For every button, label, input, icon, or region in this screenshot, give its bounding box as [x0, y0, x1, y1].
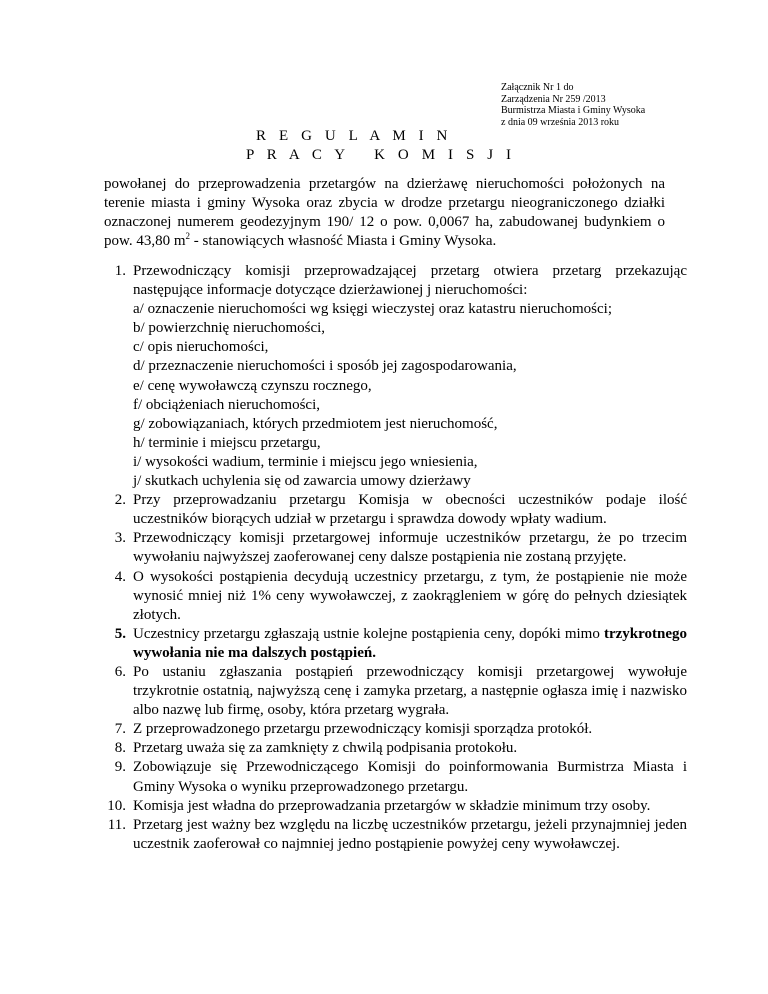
sub-item: j/ skutkach uchylenia się od zawarcia umowy dzierżawy [133, 473, 471, 490]
item-text: Przewodniczący komisji przetargowej informuje uczestników przetargu, że po trzecim wywołaniu najwyższej zaoferowanej ceny dalsze postąpienia nie zostaną przyjęte. [133, 530, 687, 566]
attachment-note-line: Zarządzenia Nr 259 /2013 [501, 93, 606, 105]
item-number: 10. [107, 797, 126, 814]
item-number: 3. [114, 530, 126, 547]
attachment-note-line: Burmistrza Miasta i Gminy Wysoka [501, 105, 646, 117]
item-text: Z przeprowadzonego przetargu przewodniczący komisji sporządza protokół. [133, 721, 593, 738]
sub-item: f/ obciążeniach nieruchomości, [133, 396, 321, 413]
item-number: 2. [114, 492, 126, 509]
item-text: Przy przeprowadzaniu przetargu Komisja w obecności uczestników podaje ilość uczestników biorących udział w przetargu i sprawdza dowody wpłaty wadium. [133, 492, 687, 528]
item-number: 5. [114, 625, 126, 642]
item-number: 7. [114, 721, 126, 738]
list-item [104, 262, 687, 491]
item-number: 8. [114, 740, 126, 757]
list-item [104, 758, 687, 796]
list-item [104, 491, 687, 529]
item-text: Zobowiązuje się Przewodniczącego Komisji do poinformowania Burmistrza Miasta i Gminy Wysoka o wyniku przeprowadzonego przetargu. [133, 759, 687, 795]
sub-item: e/ cenę wywoławczą czynszu rocznego, [133, 377, 372, 394]
list-item [104, 625, 687, 663]
item-text: Komisja jest władna do przeprowadzania przetargów w składzie minimum trzy osoby. [133, 797, 651, 814]
item-number: 9. [114, 759, 126, 776]
sub-item: d/ przeznaczenie nieruchomości i sposób jej zagospodarowania, [133, 358, 517, 375]
item-text: Przewodniczący komisji przeprowadzającej przetarg otwiera przetarg przekazując następujące informacje dotyczące dzierżawionej j nieruchomości: [133, 263, 687, 299]
list-item [104, 797, 687, 816]
list-item [104, 816, 687, 854]
item-text: Przetarg uważa się za zamknięty z chwilą podpisania protokołu. [133, 740, 518, 757]
item-text: Po ustaniu zgłaszania postąpień przewodniczący komisji przetargowej wywołuje trzykrotnie ostatnią, najwyższą cenę i zamyka przetarg, a następnie ogłasza imię i nazwisko albo nazwę lub firmę, osoby, która przetarg wygrała. [133, 663, 687, 719]
sub-item: g/ zobowiązaniach, których przedmiotem jest nieruchomość, [133, 415, 498, 432]
sub-item: h/ terminie i miejscu przetargu, [133, 434, 321, 451]
attachment-note-line: Załącznik Nr 1 do [501, 82, 574, 93]
item-number: 1. [114, 263, 126, 279]
list-item [104, 529, 687, 567]
attachment-note-line: z dnia 09 września 2013 roku [501, 116, 620, 128]
list-item [104, 720, 687, 739]
item-number: 4. [114, 568, 126, 585]
sub-item: c/ opis nieruchomości, [133, 339, 269, 356]
title-line-pracy-komisji: P R A C Y K O M I S J I [246, 147, 516, 163]
rules-list [104, 262, 687, 854]
list-item [104, 739, 687, 758]
list-item [104, 568, 687, 625]
intro-tail: - stanowiących własność Miasta i Gminy Wysoka. [190, 233, 497, 249]
intro-paragraph [104, 175, 665, 251]
item-number: 6. [114, 663, 126, 680]
item-text: Przetarg jest ważny bez względu na liczbę uczestników przetargu, jeżeli przynajmniej jeden uczestnik zaoferował co najmniej jedno postąpienie powyżej ceny wywoławczej. [133, 816, 687, 852]
sub-item: a/ oznaczenie nieruchomości wg księgi wieczystej oraz katastru nieruchomości; [133, 301, 612, 318]
document-title [246, 127, 516, 165]
item-text: Uczestnicy przetargu zgłaszają ustnie kolejne postąpienia ceny, dopóki mimo [133, 625, 604, 642]
title-line-regulamin: R E G U L A M I N [256, 128, 452, 144]
sub-item: b/ powierzchnię nieruchomości, [133, 320, 326, 337]
intro-superscript: 2 [185, 231, 191, 241]
list-item [104, 663, 687, 720]
attachment-note [501, 82, 645, 128]
sub-item: i/ wysokości wadium, terminie i miejscu jego wniesienia, [133, 453, 478, 470]
intro-text: powołanej do przeprowadzenia przetargów na dzierżawę nieruchomości położonych na terenie miasta i gminy Wysoka oraz zbycia w drodze przetargu nieograniczonego działki oznaczonej numerem geodezyjnym 190/ 12 o pow. 0,0067 ha, zabudowanej budynkiem o pow. 43,80 m [104, 176, 665, 249]
item-number: 11. [107, 816, 126, 833]
item-text: O wysokości postąpienia decydują uczestnicy przetargu, z tym, że postąpienie nie może wynosić mniej niż 1% ceny wywoławczej, z zaokrągleniem w górę do pełnych dziesiątek złotych. [133, 568, 687, 623]
item-text-bold: trzykrotnego wywołania nie ma dalszych postąpień. [133, 625, 687, 661]
